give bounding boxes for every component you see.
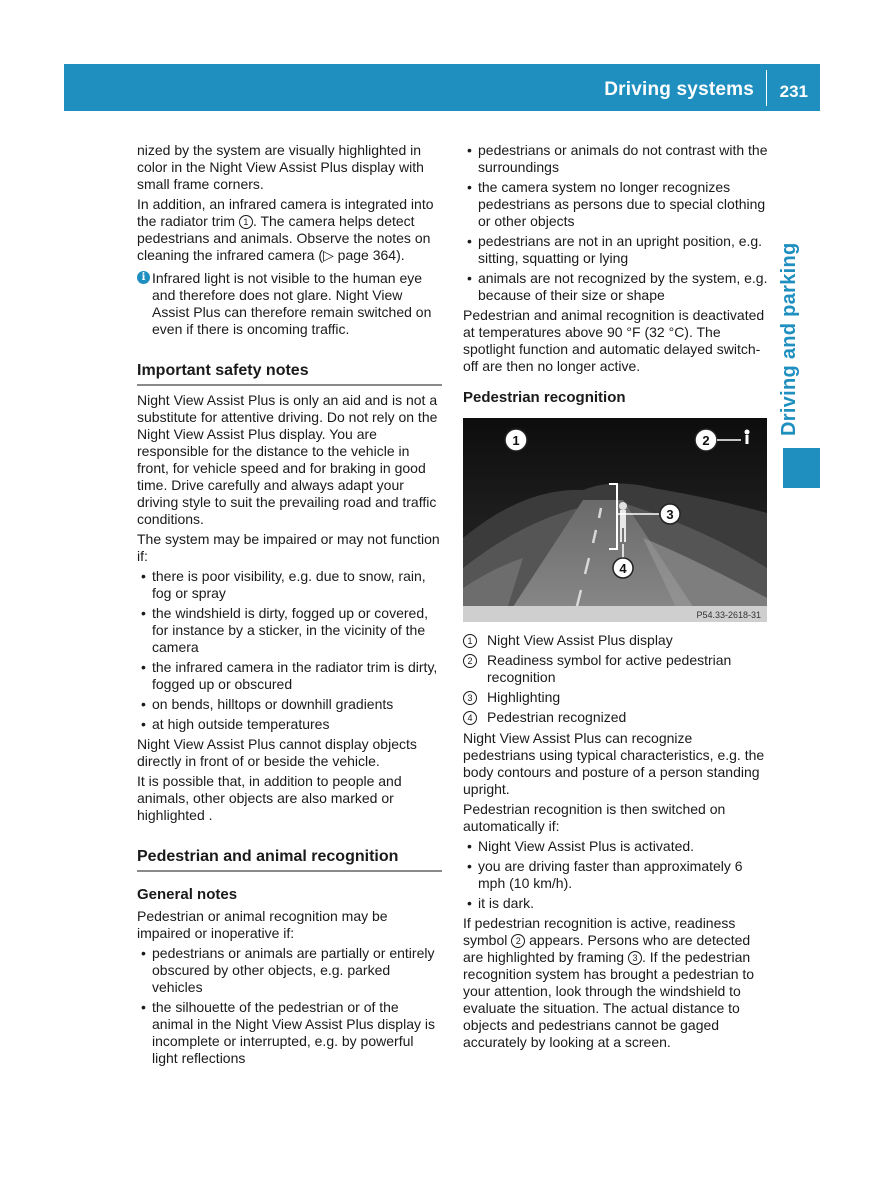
legend-item bbox=[463, 689, 768, 706]
general-list bbox=[137, 945, 442, 1067]
side-tab-label: Driving and parking bbox=[778, 242, 800, 436]
heading-safety: Important safety notes bbox=[137, 362, 442, 386]
callout-2-ref: 2 bbox=[511, 934, 525, 948]
legend-text: Highlighting bbox=[487, 689, 561, 705]
callout-3-ref: 3 bbox=[628, 951, 642, 965]
text: In addition, an infrared camera is integrated into the radiator trim bbox=[137, 196, 434, 229]
list-item: • at high outside temperatures bbox=[137, 716, 442, 733]
paragraph bbox=[137, 196, 442, 264]
right-column bbox=[463, 142, 768, 1054]
list-item: • Night View Assist Plus is activated. bbox=[463, 838, 768, 855]
text: appears. Persons who are detected are highlighted by framing bbox=[463, 932, 751, 965]
paragraph: nized by the system are visually highlighted in color in the Night View Assist Plus display with small frame corners. bbox=[137, 142, 424, 192]
heading-pedestrian-recognition: Pedestrian recognition bbox=[463, 389, 626, 406]
section-title: Driving systems bbox=[604, 79, 754, 100]
page-reference-link[interactable]: page 364). bbox=[333, 247, 405, 263]
conditions-list bbox=[463, 142, 768, 304]
text: If pedestrian recognition is active, readiness symbol bbox=[463, 915, 736, 948]
text: . If the pedestrian recognition system has brought a pedestrian to your attention, look through the windshield to evaluate the situation. The actual distance to objects and pedestrians cannot be gaged accurately by looking at a screen. bbox=[463, 949, 755, 1050]
page-header bbox=[64, 64, 820, 111]
paragraph: Night View Assist Plus is only an aid and is not a substitute for attentive driving. Do not rely on the Night View Assist Plus display. You are responsible for the distance to the vehicle in front, for vehicle speed and for braking in good time. Drive carefully and always adapt your driving style to suit the prevailing road and traffic conditions. bbox=[137, 392, 438, 527]
paragraph bbox=[463, 915, 768, 1051]
legend-number: 4 bbox=[463, 711, 477, 725]
legend-item bbox=[463, 652, 768, 686]
side-tab bbox=[770, 236, 820, 436]
legend-number: 2 bbox=[463, 654, 477, 668]
callout-4: 4 bbox=[619, 561, 627, 576]
legend-number: 3 bbox=[463, 691, 477, 705]
paragraph: The system may be impaired or may not function if: bbox=[137, 531, 440, 564]
page-arrow-icon: ▷ bbox=[323, 247, 334, 263]
note-text: Infrared light is not visible to the human eye and therefore does not glare. Night View Assist Plus can therefore remain switched on even if there is oncoming traffic. bbox=[152, 270, 432, 337]
list-item: • on bends, hilltops or downhill gradients bbox=[137, 696, 442, 713]
paragraph: It is possible that, in addition to people and animals, other objects are also marked or highlighted . bbox=[137, 773, 402, 823]
figure-code: P54.33-2618-31 bbox=[696, 610, 761, 620]
header-divider bbox=[766, 70, 767, 106]
paragraph: Pedestrian and animal recognition is deactivated at temperatures above 90 °F (32 °C). The spotlight function and automatic delayed switch-off are then no longer active. bbox=[463, 307, 765, 374]
page-number: 231 bbox=[779, 82, 808, 101]
list-item: • animals are not recognized by the system, e.g. because of their size or shape bbox=[463, 270, 768, 304]
list-item: • the silhouette of the pedestrian or of the animal in the Night View Assist Plus display is incomplete or interrupted, e.g. by powerful light reflections bbox=[137, 999, 442, 1067]
list-item: • pedestrians or animals are partially or entirely obscured by other objects, e.g. parked vehicles bbox=[137, 945, 442, 996]
list-item: • it is dark. bbox=[463, 895, 768, 912]
legend-item bbox=[463, 709, 768, 726]
list-item: • pedestrians are not in an upright position, e.g. sitting, squatting or lying bbox=[463, 233, 768, 267]
paragraph: Pedestrian recognition is then switched on automatically if: bbox=[463, 801, 726, 834]
list-item: • there is poor visibility, e.g. due to snow, rain, fog or spray bbox=[137, 568, 442, 602]
night-view-image bbox=[463, 418, 767, 622]
night-view-figure bbox=[463, 418, 767, 622]
legend-number: 1 bbox=[463, 634, 477, 648]
left-column bbox=[137, 142, 442, 1070]
side-tab-marker bbox=[783, 448, 820, 488]
impairment-list bbox=[137, 568, 442, 733]
list-item: • you are driving faster than approximately 6 mph (10 km/h). bbox=[463, 858, 768, 892]
activation-list bbox=[463, 838, 768, 912]
heading-pedestrian-animal: Pedestrian and animal recognition bbox=[137, 848, 442, 872]
info-icon: i bbox=[137, 271, 150, 284]
legend-text: Readiness symbol for active pedestrian recognition bbox=[487, 652, 732, 685]
legend-text: Pedestrian recognized bbox=[487, 709, 627, 725]
paragraph: Night View Assist Plus can recognize pedestrians using typical characteristics, e.g. the body contours and posture of a person standing upright. bbox=[463, 730, 765, 797]
callout-3: 3 bbox=[666, 507, 674, 522]
legend-item bbox=[463, 632, 768, 649]
paragraph: Night View Assist Plus cannot display objects directly in front of or beside the vehicle. bbox=[137, 736, 417, 769]
list-item: • the camera system no longer recognizes pedestrians as persons due to special clothing or other objects bbox=[463, 179, 768, 230]
callout-2: 2 bbox=[702, 433, 710, 448]
figure-legend bbox=[463, 632, 768, 726]
callout-1: 1 bbox=[512, 433, 520, 448]
callout-1-ref: 1 bbox=[239, 215, 253, 229]
list-item: • pedestrians or animals do not contrast with the surroundings bbox=[463, 142, 768, 176]
pedestrian-symbol-icon bbox=[745, 430, 750, 435]
list-item: • the windshield is dirty, fogged up or covered, for instance by a sticker, in the vicinity of the camera bbox=[137, 605, 442, 656]
legend-text: Night View Assist Plus display bbox=[487, 632, 673, 648]
info-note bbox=[137, 270, 442, 338]
text: . The camera helps detect pedestrians and animals. Observe the notes on cleaning the infrared camera ( bbox=[137, 213, 431, 263]
list-item: • the infrared camera in the radiator trim is dirty, fogged up or obscured bbox=[137, 659, 442, 693]
paragraph: Pedestrian or animal recognition may be impaired or inoperative if: bbox=[137, 908, 388, 941]
heading-general-notes: General notes bbox=[137, 886, 238, 903]
